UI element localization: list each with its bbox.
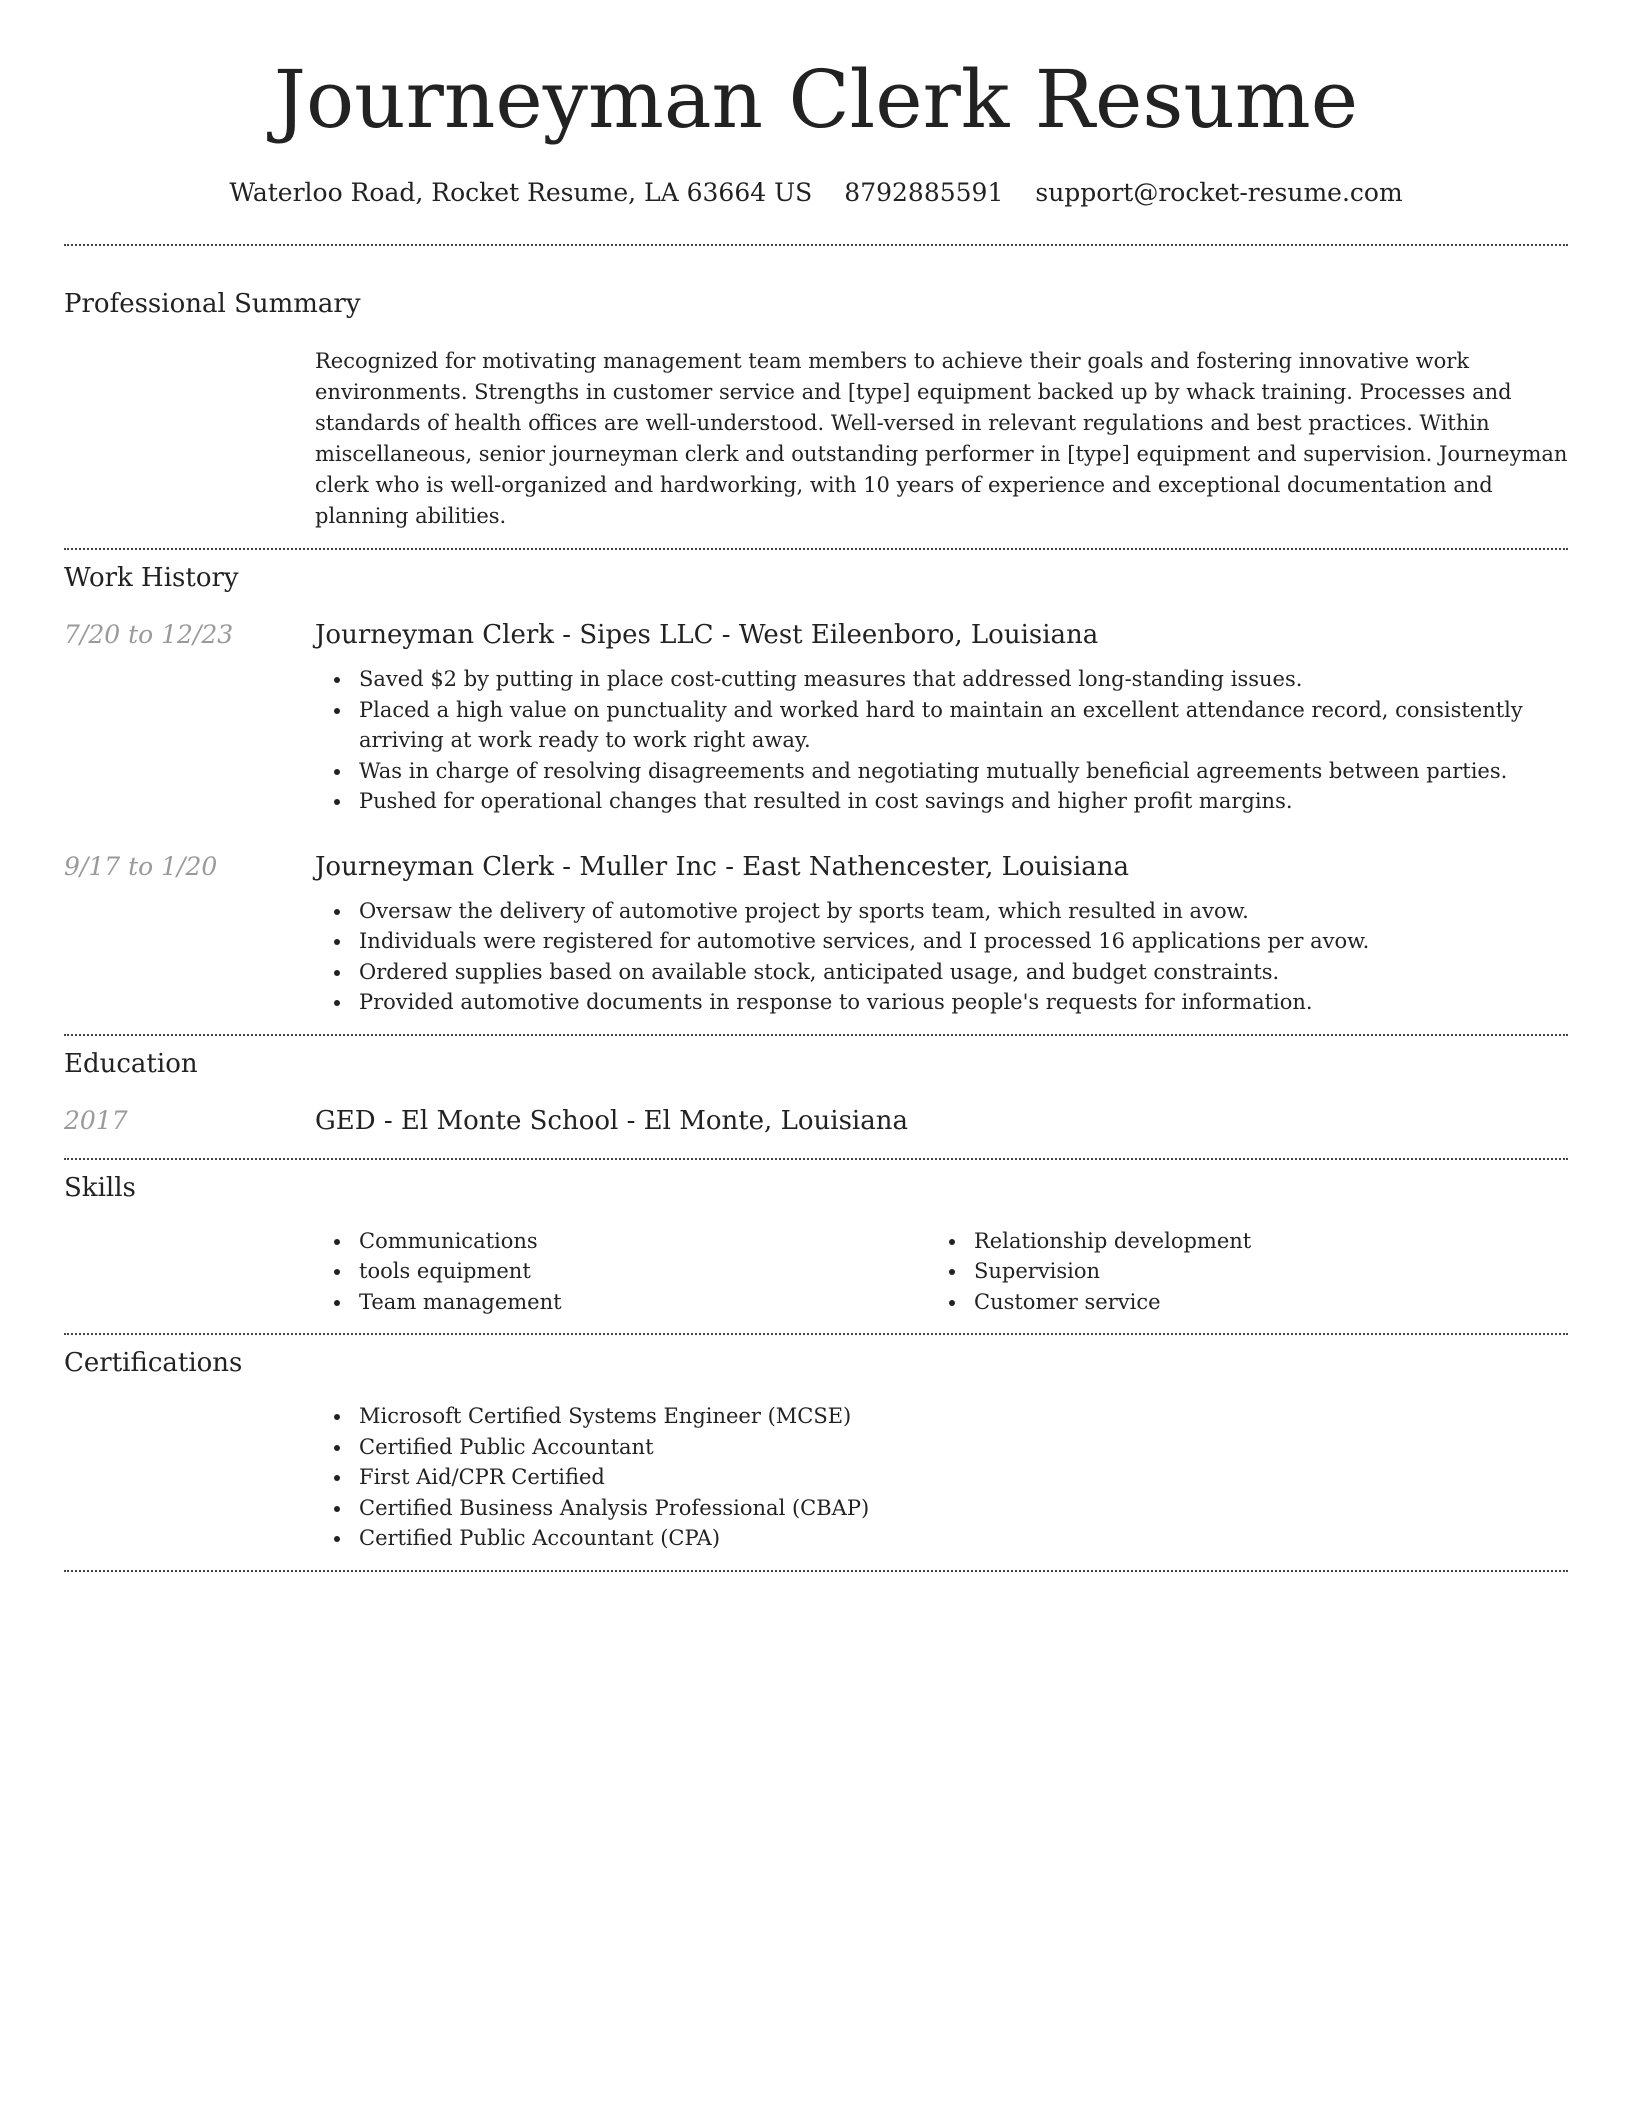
list-item: Ordered supplies based on available stock, anticipated usage, and budget constraints. — [315, 957, 1568, 988]
job-bullets — [315, 896, 1568, 1018]
list-item: Relationship development — [930, 1226, 1545, 1257]
section-heading-summary: Professional Summary — [64, 289, 361, 319]
list-item: Provided automotive documents in response to various people's requests for information. — [315, 987, 1568, 1018]
contact-phone: 8792885591 — [844, 178, 1004, 207]
list-item: Saved $2 by putting in place cost-cutting measures that addressed long-standing issues. — [315, 664, 1568, 695]
certifications-section — [64, 1335, 1568, 1554]
work-history-section — [64, 550, 1568, 1018]
list-item: Oversaw the delivery of automotive project by sports team, which resulted in avow. — [315, 896, 1568, 927]
certifications-list — [315, 1401, 1568, 1554]
section-heading-education: Education — [64, 1048, 198, 1079]
contact-email: support@rocket-resume.com — [1035, 178, 1403, 207]
list-item: Certified Business Analysis Professional (CBAP) — [315, 1493, 1568, 1524]
job-bullets — [315, 664, 1568, 817]
section-heading-skills: Skills — [64, 1172, 136, 1203]
divider — [64, 1570, 1568, 1572]
list-item: Microsoft Certified Systems Engineer (MCSE) — [315, 1401, 1568, 1432]
job-entry — [64, 618, 1568, 817]
skills-column-1 — [315, 1226, 930, 1318]
contact-line — [64, 176, 1568, 210]
list-item: Was in charge of resolving disagreements and negotiating mutually beneficial agreements between parties. — [315, 756, 1568, 787]
contact-address: Waterloo Road, Rocket Resume, LA 63664 US — [229, 178, 813, 207]
list-item: Individuals were registered for automotive services, and I processed 16 applications per avow. — [315, 926, 1568, 957]
section-heading-work: Work History — [64, 563, 239, 593]
list-item: Communications — [315, 1226, 930, 1257]
skills-column-2 — [930, 1226, 1545, 1318]
job-title: Journeyman Clerk - Sipes LLC - West Eileenboro, Louisiana — [315, 620, 1099, 650]
job-title: Journeyman Clerk - Muller Inc - East Nathencester, Louisiana — [315, 851, 1130, 882]
list-item: Pushed for operational changes that resulted in cost savings and higher profit margins. — [315, 786, 1568, 817]
summary-section — [64, 246, 1568, 532]
resume-title: Journeyman Clerk Resume — [273, 53, 1359, 146]
list-item: Customer service — [930, 1287, 1545, 1318]
list-item: Supervision — [930, 1256, 1545, 1287]
section-heading-certifications: Certifications — [64, 1348, 243, 1378]
education-entry: GED - El Monte School - El Monte, Louisiana — [315, 1105, 908, 1136]
job-dates: 9/17 to 1/20 — [64, 851, 218, 881]
job-entry — [64, 850, 1568, 1018]
list-item: Certified Public Accountant — [315, 1432, 1568, 1463]
education-date: 2017 — [64, 1105, 128, 1135]
list-item: Placed a high value on punctuality and worked hard to maintain an excellent attendance record, consistently arriving at work ready to work right away. — [315, 695, 1568, 756]
list-item: tools equipment — [315, 1256, 930, 1287]
education-section — [64, 1036, 1568, 1138]
list-item: Certified Public Accountant (CPA) — [315, 1523, 1568, 1554]
summary-text: Recognized for motivating management team members to achieve their goals and fostering innovative work environments. Strengths in customer service and [type] equipment backed up by whack training. Processes and standards of health offices are well-understood. Well-versed in relevant regulations and best practices. Within miscellaneous, senior journeyman clerk and outstanding performer in [type] equipment and supervision. Journeyman clerk who is well-organized and hardworking, with 10 years of experience and exceptional documentation and planning abilities. — [315, 349, 1568, 528]
list-item: Team management — [315, 1287, 930, 1318]
list-item: First Aid/CPR Certified — [315, 1462, 1568, 1493]
job-dates: 7/20 to 12/23 — [64, 620, 234, 649]
skills-section — [64, 1160, 1568, 1318]
